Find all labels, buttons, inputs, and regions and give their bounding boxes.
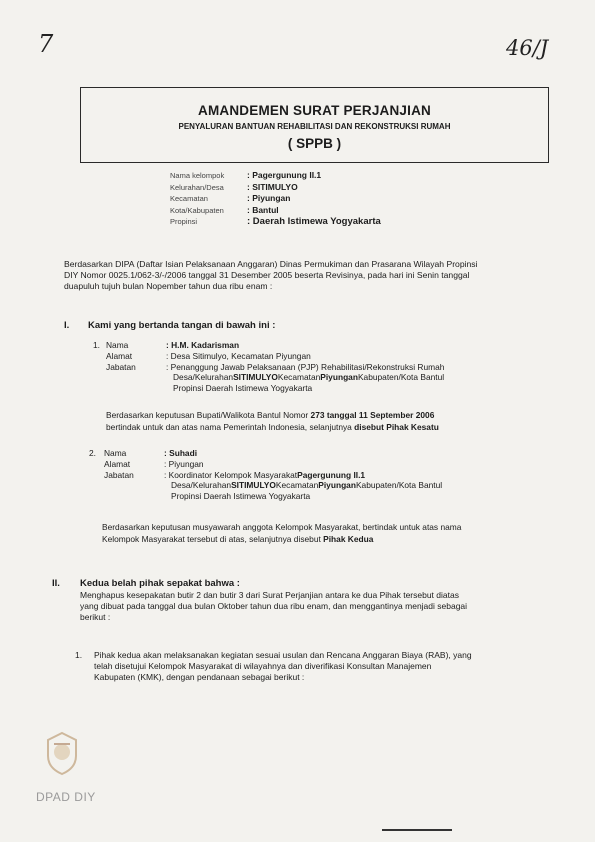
jabatan-value: : Penanggung Jawab Pelaksanaan (PJP) Rehabilitasi/Rekonstruksi Rumah [166, 361, 445, 372]
party-2-jabatan-row [104, 470, 442, 481]
section-2-number: II. [52, 578, 60, 589]
jabatan-line-2 [104, 480, 442, 491]
alamat-value: : Piyungan [164, 458, 204, 469]
info-value: : Pagergunung II.1 [247, 170, 322, 180]
document-title: AMANDEMEN SURAT PERJANJIAN [198, 103, 431, 118]
info-value: : Bantul [247, 204, 279, 215]
party-1-nama-row [106, 340, 444, 351]
info-value: : SITIMULYO [247, 181, 298, 192]
info-label: Propinsi [170, 217, 198, 227]
party-2-block [104, 448, 442, 502]
info-label: Nama kelompok [170, 171, 225, 180]
section-2-line: Menghapus kesepakatan butir 2 dan butir 3 dari Surat Perjanjian antara ke dua Pihak tersebut diatas [80, 590, 459, 600]
propinsi-text: Propinsi Daerah Istimewa Yogyakarta [173, 383, 313, 394]
party-1-number: 1. [93, 340, 100, 350]
info-row [170, 193, 381, 205]
section-1-number: I. [64, 320, 70, 331]
party-1-tindak [106, 422, 439, 433]
nama-label: Nama [104, 448, 127, 458]
document-code: ( SPPB ) [287, 136, 342, 151]
info-value: : Daerah Istimewa Yogyakarta [247, 216, 381, 228]
item-1-number: 1. [75, 650, 83, 660]
info-row [170, 216, 381, 228]
decree-number: 273 tanggal 11 September 2006 [310, 410, 435, 420]
info-row [170, 182, 381, 194]
item-1-line: Kabupaten (KMK), dengan pendanaan sebagai berikut : [94, 672, 305, 683]
party-designation: Pihak Kedua [323, 534, 374, 544]
jabatan-label: Jabatan [106, 361, 136, 372]
party-2-tindak [102, 534, 373, 545]
info-value: : Piyungan [247, 193, 291, 204]
text-fragment: Kabupaten/Kota Bantul [355, 480, 443, 491]
section-2-paragraph [80, 590, 467, 624]
text-fragment: bertindak untuk dan atas nama Pemerintah Indonesia, selanjutnya [106, 422, 355, 432]
nama-value: : H.M. Kadarisman [166, 340, 240, 350]
party-2-alamat-row [104, 459, 442, 470]
info-label: Kecamatan [170, 194, 208, 204]
text-fragment: Desa/Kelurahan [173, 372, 234, 383]
party-2-number: 2. [89, 448, 96, 458]
intro-line: DIY Nomor 0025.1/062-3/-/2006 tanggal 31 Desember 2005 beserta Revisinya, pada hari ini Senin tanggal [64, 270, 470, 281]
kecamatan-name: Piyungan [320, 372, 358, 383]
group-name: Pagergunung II.1 [297, 469, 366, 480]
item-1-line: Pihak kedua akan melaksanakan kegiatan sesuai usulan dan Rencana Anggaran Biaya (RAB), yang [94, 650, 472, 660]
title-box [80, 87, 549, 163]
party-designation: disebut Pihak Kesatu [354, 422, 439, 432]
section-2-heading: Kedua belah pihak sepakat bahwa : [80, 578, 240, 589]
section-2-line: yang dibuat pada tanggal dua bulan Oktober tahun dua ribu enam, dan menggantinya menjadi sebagai [80, 601, 468, 612]
party-1-block [106, 340, 444, 394]
section-1-heading: Kami yang bertanda tangan di bawah ini : [88, 320, 276, 331]
text-fragment: Kecamatan [275, 480, 319, 491]
party-1-jabatan-row [106, 362, 444, 373]
desa-name: SITIMULYO [231, 480, 276, 491]
item-1-line: telah disetujui Kelompok Masyarakat di wilayahnya dan diverifikasi Konsultan Manajemen [94, 661, 432, 672]
nama-value: : Suhadi [164, 448, 198, 458]
alamat-label: Alamat [106, 350, 133, 361]
info-label: Kelurahan/Desa [170, 182, 224, 192]
item-1-text [94, 650, 472, 684]
propinsi-text: Propinsi Daerah Istimewa Yogyakarta [171, 491, 311, 502]
text-fragment: Kabupaten/Kota Bantul [357, 372, 445, 383]
info-row [170, 170, 381, 182]
jabatan-label: Jabatan [104, 469, 134, 480]
intro-line: Berdasarkan DIPA (Daftar Isian Pelaksanaan Anggaran) Dinas Permukiman dan Prasarana Wilayah Propinsi [64, 259, 478, 269]
handwritten-mark-left: 7 [38, 30, 54, 58]
alamat-label: Alamat [104, 458, 131, 469]
section-2-line: berikut : [80, 612, 111, 623]
kecamatan-name: Piyungan [318, 480, 356, 491]
watermark-text: DPAD DIY [36, 790, 96, 804]
handwritten-page-number: 46/J [506, 36, 549, 60]
party-2-dasar: Berdasarkan keputusan musyawarah anggota Kelompok Masyarakat, bertindak untuk atas nama [102, 522, 462, 532]
nama-label: Nama [106, 340, 129, 350]
text-fragment: Desa/Kelurahan [171, 480, 232, 491]
bottom-rule [382, 829, 452, 831]
party-2-nama-row [104, 448, 442, 459]
desa-name: SITIMULYO [233, 372, 278, 383]
intro-line: duapuluh tujuh bulan Nopember tahun dua ribu enam : [64, 281, 273, 292]
info-label: Kota/Kabupaten [170, 205, 224, 215]
party-1-dasar [106, 410, 434, 421]
intro-paragraph [64, 259, 478, 293]
text-fragment: Kecamatan [277, 372, 321, 383]
jabatan-line-3 [106, 383, 444, 394]
alamat-value: : Desa Sitimulyo, Kecamatan Piyungan [166, 350, 311, 361]
text-fragment: Berdasarkan keputusan Bupati/Walikota Bantul Nomor [106, 410, 311, 420]
text-fragment: Kelompok Masyarakat tersebut di atas, selanjutnya disebut [102, 534, 324, 544]
jabatan-line-2 [106, 372, 444, 383]
info-row [170, 205, 381, 217]
document-subtitle: PENYALURAN BANTUAN REHABILITASI DAN REKONSTRUKSI RUMAH [178, 122, 451, 131]
group-info [170, 170, 381, 228]
text-fragment: : Koordinator Kelompok Masyarakat [164, 469, 298, 480]
party-1-alamat-row [106, 351, 444, 362]
jabatan-line-3 [104, 491, 442, 502]
dpad-seal-logo [42, 730, 82, 776]
